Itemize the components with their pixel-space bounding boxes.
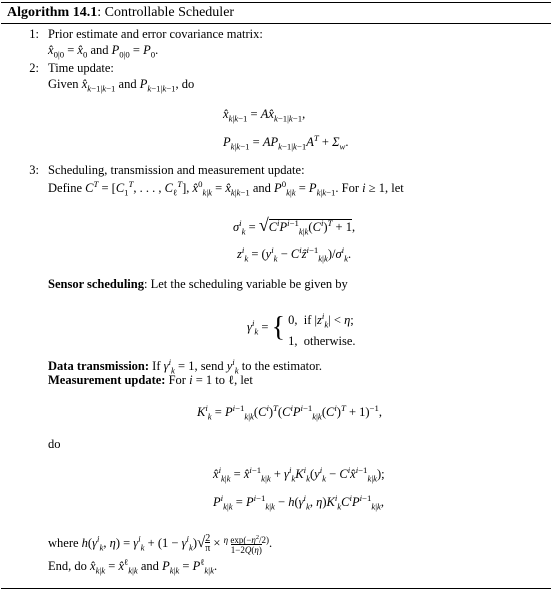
sensor-scheduling-label: Sensor scheduling — [48, 277, 144, 291]
time-update-eq-2: $P_{k|k-1} = AP_{k-1|k-1}A^T + \Sigma_w$. — [223, 133, 349, 152]
step-3-title: Scheduling, transmission and measurement update: — [48, 163, 305, 177]
covariance-update-eq: $P^i_{k|k} = P^{i-1}_{k|k} - h(\gamma^i_k$, $\eta)K^i_kC^iP^{i-1}_{k|k}$, — [213, 493, 385, 512]
sensor-scheduling-line — [48, 277, 348, 292]
sensor-scheduling-text: : Let the scheduling variable be given by — [143, 277, 348, 291]
step-2-number: 2: — [29, 61, 39, 75]
step-3-line: Define $C^T = [C_1^T$, . . . , $C_\ell^T$], x̂$^0_{k|k}$ = $x̂_{k|k-1}$ and $P^0_{k|k} = P_{k|k-1}$. For i ≥ 1, let — [48, 179, 404, 198]
where-line: where $h(\gamma^i_k$, $\eta) = \gamma^i_k + (1 - \gamma^i_k)√2$ π × η $\exp(-\eta^2/2)$ 1−2Q(η). — [48, 533, 273, 555]
kalman-gain-eq: $K^i_k = P^{i-1}_{k|k}(C^i)^T(C^iP^{i-1}_{k|k}(C^i)^T + 1)^{-1}$, — [197, 403, 382, 422]
step-1-line: $x̂_{0|0}$ = $x̂_0$ and $P_{0|0} = P_0$. — [48, 43, 159, 60]
algorithm-number: Algorithm 14.1 — [7, 5, 98, 20]
measurement-update-label: Measurement update: — [48, 373, 166, 387]
data-transmission-label: Data transmission: — [48, 359, 150, 374]
data-transmission-line: Data transmission: If $\gamma^i_k = 1$, send $y^i_k$ to the estimator. — [48, 357, 322, 376]
step-2-title: Time update: — [48, 61, 114, 75]
step-2-line: Given $x̂_{k-1|k-1}$ and $P_{k-1|k-1}$, do — [48, 77, 195, 94]
algorithm-title — [7, 5, 234, 21]
do-label: do — [48, 437, 61, 451]
step-1-title: Prior estimate and error covariance matrix: — [48, 27, 263, 41]
step-3-number: 3: — [29, 163, 39, 177]
gamma-eq: $\gamma^i_k$ = { 0, if $|z^i_k| < \eta$; 1, otherwise. — [247, 311, 356, 348]
time-update-eq-1: $x̂_{k|k-1}$ = $Ax̂_{k-1|k-1}$, — [223, 107, 306, 124]
measurement-update-line: Measurement update: For i = 1 to ℓ, let — [48, 373, 253, 387]
z-eq: $z^i_k = (y^i_k$ − $C^iẑ^{i-1}_{k|k})/\sigma^i_k$. — [237, 245, 352, 264]
algorithm-box — [1, 2, 551, 589]
sigma-eq: $\sigma^i_k = √C^iP^{i-1}_{k|k}(C^i)^T + 1$, — [233, 215, 356, 237]
title-divider — [1, 23, 551, 24]
step-1-number: 1: — [29, 27, 39, 41]
algorithm-name: : Controllable Scheduler — [97, 5, 235, 20]
end-line: End, do $x̂_{k|k}$ = x̂$^\ell_{k|k}$ and $P_{k|k} = P^\ell_{k|k}$. — [48, 557, 218, 576]
state-update-eq: x̂$^i_{k|k}$ = x̂$^{i-1}_{k|k}$ + $\gamma^i_kK^i_k(y^i_k$ − $C^ix̂^{i-1}_{k|k}$); — [213, 465, 385, 484]
